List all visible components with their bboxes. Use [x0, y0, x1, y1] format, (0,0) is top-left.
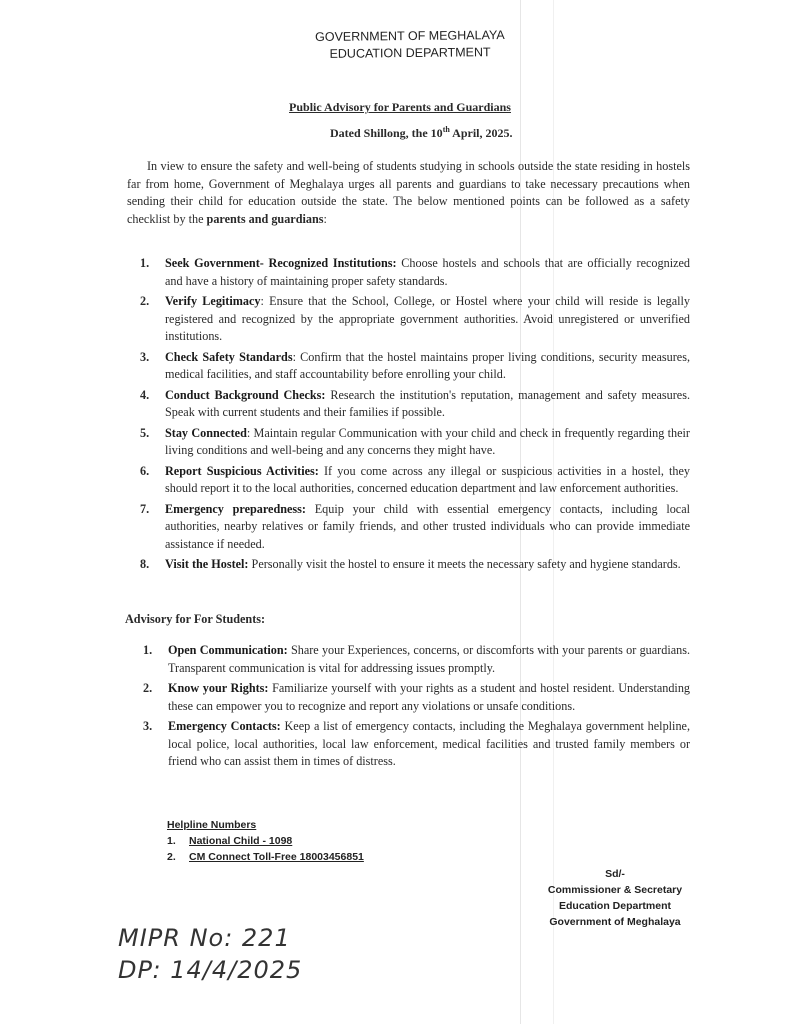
item-label: Check Safety Standards — [165, 349, 293, 364]
helpline-section — [167, 817, 364, 865]
signatory-department: Education Department — [558, 900, 671, 912]
handwritten-mipr-number: MIPR No: 221 — [118, 924, 291, 952]
helpline-heading: Helpline Numbers — [167, 819, 257, 831]
students-advisory — [143, 642, 690, 774]
list-item — [140, 425, 690, 460]
signature-block — [530, 866, 700, 930]
item-label: Know your Rights: — [168, 681, 269, 695]
list-item — [140, 387, 690, 422]
item-label: Visit the Hostel: — [165, 557, 249, 571]
intro-text: In view to ensure the safety and well-being of students studying in schools outside the state residing in hostels far from home, Government of Meghalaya urges all parents and guardians to take necessary precautions when sending their child for education outside the state. The below mentioned points can be followed as a safety checklist by the — [127, 159, 690, 227]
list-item — [140, 293, 690, 346]
item-text: Research the institution's reputation, management and safety measures. Speak with current students and their families if possible. — [165, 387, 690, 419]
item-text: Choose hostels and schools that are officially recognized and have a history of maintaining proper safety standards. — [165, 256, 691, 288]
letterhead-government: GOVERNMENT OF MEGHALAYA — [315, 28, 505, 44]
list-item — [143, 642, 690, 677]
item-number: 2. — [140, 294, 150, 308]
item-number: 6. — [140, 463, 150, 478]
dated-suffix: April, 2025. — [449, 126, 513, 140]
item-number: 2. — [167, 851, 176, 863]
item-number: 3. — [143, 719, 153, 733]
intro-end: : — [323, 212, 327, 227]
item-text: : Ensure that the School, College, or Hostel where your child will reside is legally registered and recognized by the appropriate government authorities. Avoid unregistered or unverified institutions. — [165, 294, 690, 343]
item-number: 4. — [140, 387, 150, 402]
item-label: Conduct Background Checks: — [165, 387, 326, 402]
signatory-government: Government of Meghalaya — [549, 916, 681, 928]
list-item — [140, 463, 690, 498]
document-title: Public Advisory for Parents and Guardians — [289, 100, 511, 114]
item-label: Stay Connected — [165, 425, 247, 440]
item-text: : Maintain regular Communication with your child and check in frequently regarding their living conditions and well-being and any concerns they might have. — [165, 425, 690, 457]
item-text: Familiarize yourself with your rights as a student and hostel resident. Understanding these can empower you to recognize and report any violations or unsafe conditions. — [168, 681, 691, 713]
dated-line — [330, 125, 512, 141]
item-number: 8. — [140, 557, 150, 571]
helpline-number: CM Connect Toll-Free 18003456851 — [189, 851, 364, 863]
item-text: If you come across any illegal or suspicious activities in a hostel, they should report it to the local authorities, concerned education department and law enforcement authorities. — [165, 463, 691, 495]
students-heading: Advisory for For Students: — [125, 612, 266, 626]
item-number: 1. — [167, 835, 176, 847]
item-label: Verify Legitimacy — [165, 294, 261, 308]
dated-prefix: Dated Shillong, the 10 — [330, 126, 443, 140]
item-number: 1. — [143, 643, 153, 657]
letterhead-department: EDUCATION DEPARTMENT — [329, 45, 491, 61]
item-label: Report Suspicious Activities: — [165, 463, 319, 478]
helpline-item — [167, 849, 364, 865]
item-text: : Confirm that the hostel maintains proper living conditions, security measures, medical facilities, and staff accountability before enrolling your child. — [165, 349, 690, 381]
list-item — [140, 255, 690, 290]
item-text: Personally visit the hostel to ensure it meets the necessary safety and hygiene standards. — [248, 557, 681, 571]
item-label: Open Communication: — [168, 643, 288, 657]
list-item — [140, 556, 690, 574]
item-number: 2. — [143, 681, 153, 695]
list-item — [140, 501, 690, 554]
item-label: Seek Government- Recognized Institutions: — [165, 256, 397, 270]
handwritten-date: DP: 14/4/2025 — [118, 956, 303, 984]
dated-sup: th — [442, 125, 450, 134]
helpline-number: National Child - 1098 — [189, 835, 293, 847]
parents-checklist — [140, 255, 690, 577]
item-text: Share your Experiences, concerns, or discomforts with your parents or guardians. Transparent communication is vital for addressing issues promptly. — [168, 643, 690, 675]
item-label: Emergency Contacts: — [168, 719, 281, 733]
intro-bold: parents and guardians — [206, 212, 324, 227]
item-number: 7. — [140, 501, 150, 516]
signatory-title: Commissioner & Secretary — [547, 884, 683, 896]
list-item — [143, 680, 690, 715]
list-item — [143, 718, 690, 771]
helpline-item — [167, 833, 364, 849]
item-number: 3. — [140, 349, 150, 364]
list-item — [140, 349, 690, 384]
item-label: Emergency preparedness: — [165, 501, 306, 516]
letterhead — [300, 27, 520, 63]
item-text: Equip your child with essential emergency contacts, including local authorities, nearby relatives or family friends, and other trusted individuals who can provide immediate assistance if needed. — [165, 501, 690, 551]
item-number: 5. — [140, 425, 150, 440]
signature-sd: Sd/- — [605, 868, 625, 880]
intro-paragraph — [127, 158, 690, 229]
item-number: 1. — [140, 256, 150, 270]
handwritten-note — [118, 922, 302, 986]
item-text: Keep a list of emergency contacts, including the Meghalaya government helpline, local police, local authorities, local law enforcement, medical facilities and trusted family members or friend who can assist them in times of distress. — [168, 719, 690, 768]
